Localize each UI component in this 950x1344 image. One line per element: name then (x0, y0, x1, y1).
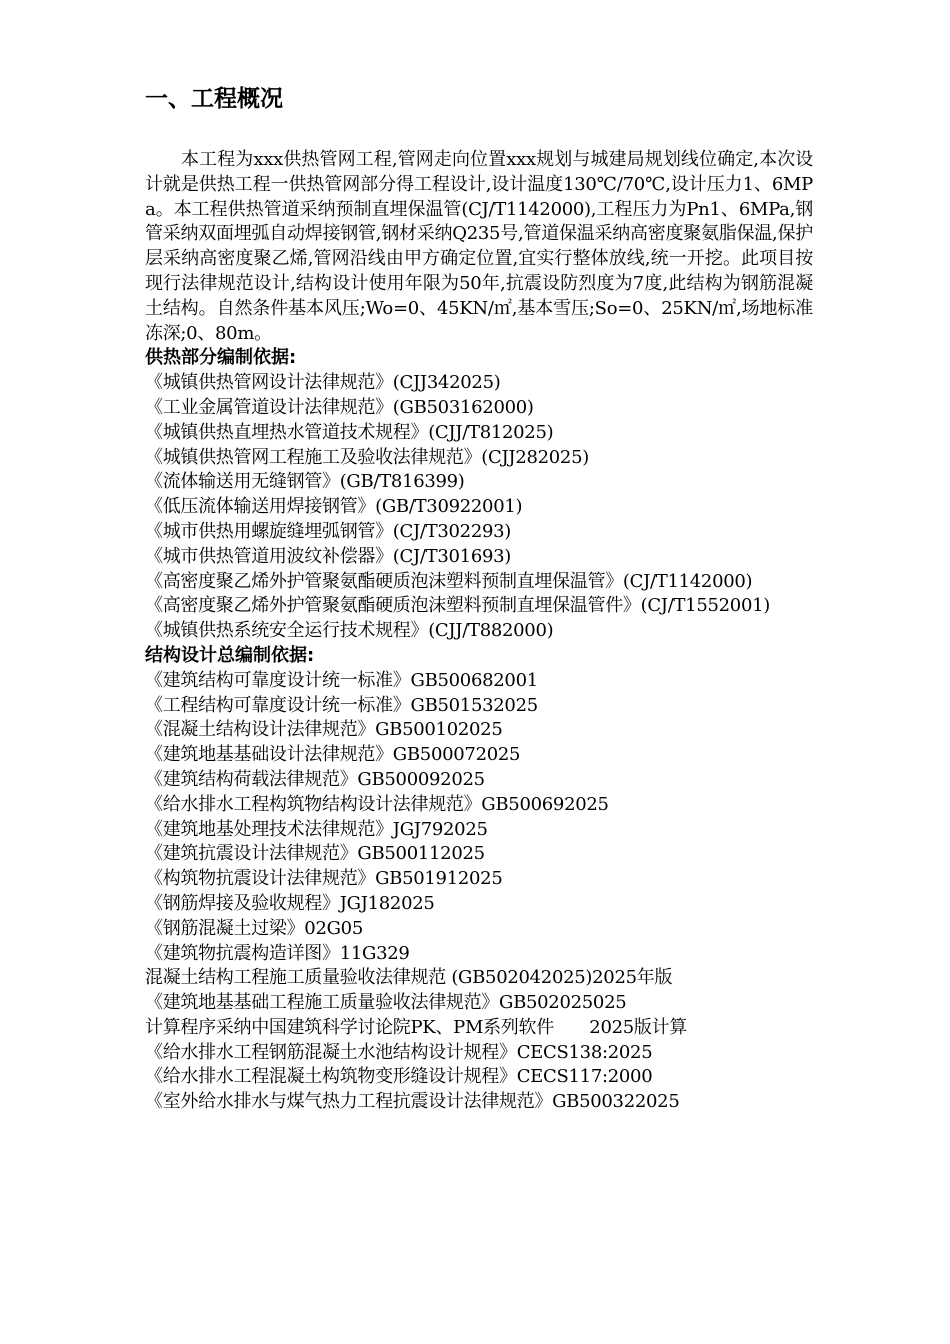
section-title: 一、工程概况 (145, 86, 283, 112)
list-item: 《高密度聚乙烯外护管聚氨酯硬质泡沫塑料预制直埋保温管》(CJ/T1142000) (145, 570, 753, 592)
list-item: 《流体输送用无缝钢管》(GB/T816399) (145, 471, 465, 493)
structure-basis-heading: 结构设计总编制依据: (145, 644, 315, 666)
list-item: 《工程结构可靠度设计统一标准》GB501532025 (145, 694, 538, 716)
structure-basis-list (145, 669, 813, 1115)
list-item: 计算程序采纳中国建筑科学讨论院PK、PM系列软件 2025版计算 (145, 1016, 688, 1038)
list-item: 《城市供热管道用波纹补偿器》(CJ/T301693) (145, 545, 512, 567)
list-item: 《城镇供热管网工程施工及验收法律规范》(CJJ282025) (145, 446, 589, 468)
list-item: 《钢筋混凝土过梁》02G05 (145, 917, 363, 939)
list-item: 《城镇供热直埋热水管道技术规程》(CJJ/T812025) (145, 421, 554, 443)
list-item: 《城市供热用螺旋缝埋弧钢管》(CJ/T302293) (145, 520, 512, 542)
list-item: 《给水排水工程混凝土构筑物变形缝设计规程》CECS117:2000 (145, 1066, 653, 1088)
list-item: 《钢筋焊接及验收规程》JGJ182025 (145, 892, 435, 914)
list-item: 《建筑结构荷载法律规范》GB500092025 (145, 768, 485, 790)
list-item: 《混凝土结构设计法律规范》GB500102025 (145, 719, 503, 741)
heating-basis-list (145, 371, 813, 644)
list-item: 《给水排水工程构筑物结构设计法律规范》GB500692025 (145, 793, 609, 815)
list-item: 《低压流体输送用焊接钢管》(GB/T30922001) (145, 496, 523, 518)
list-item: 《室外给水排水与煤气热力工程抗震设计法律规范》GB500322025 (145, 1091, 680, 1113)
list-item: 《建筑结构可靠度设计统一标准》GB500682001 (145, 669, 538, 691)
list-item: 混凝土结构工程施工质量验收法律规范 (GB502042025)2025年版 (145, 967, 673, 989)
document-page (145, 84, 813, 1115)
list-item: 《高密度聚乙烯外护管聚氨酯硬质泡沫塑料预制直埋保温管件》(CJ/T1552001) (145, 595, 770, 617)
list-item: 《城镇供热管网设计法律规范》(CJJ342025) (145, 372, 501, 394)
list-item: 《城镇供热系统安全运行技术规程》(CJJ/T882000) (145, 620, 554, 642)
list-item: 《建筑地基处理技术法律规范》JGJ792025 (145, 818, 488, 840)
list-item: 《给水排水工程钢筋混凝土水池结构设计规程》CECS138:2025 (145, 1041, 653, 1063)
project-overview-paragraph: 本工程为xxx供热管网工程,管网走向位置xxx规划与城建局规划线位确定,本次设计就是供热工程一供热管网部分得工程设计,设计温度130℃/70℃,设计压力1、6MPa。本工程供热管道采纳预制直埋保温管(CJ/T1142000),工程压力为Pn1、6MPa,钢管采纳双面埋弧自动焊接钢管,钢材采纳Q235号,管道保温采纳高密度聚氨脂保温,保护层采纳高密度聚乙烯,管网沿线由甲方确定位置,宜实行整体放线,统一开挖。此项目按现行法律规范设计,结构设计使用年限为50年,抗震设防烈度为7度,此结构为钢筋混凝土结构。自然条件基本风压;Wo=0、45KN/㎡,基本雪压;So=0、25KN/㎡,场地标准冻深;0、80m。 (145, 149, 813, 344)
heating-basis-heading: 供热部分编制依据: (145, 347, 297, 369)
list-item: 《建筑地基基础工程施工质量验收法律规范》GB502025025 (145, 992, 627, 1014)
list-item: 《构筑物抗震设计法律规范》GB501912025 (145, 868, 503, 890)
list-item: 《建筑物抗震构造详图》11G329 (145, 942, 410, 964)
list-item: 《建筑抗震设计法律规范》GB500112025 (145, 843, 485, 865)
list-item: 《建筑地基基础设计法律规范》GB500072025 (145, 744, 521, 766)
list-item: 《工业金属管道设计法律规范》(GB503162000) (145, 396, 534, 418)
